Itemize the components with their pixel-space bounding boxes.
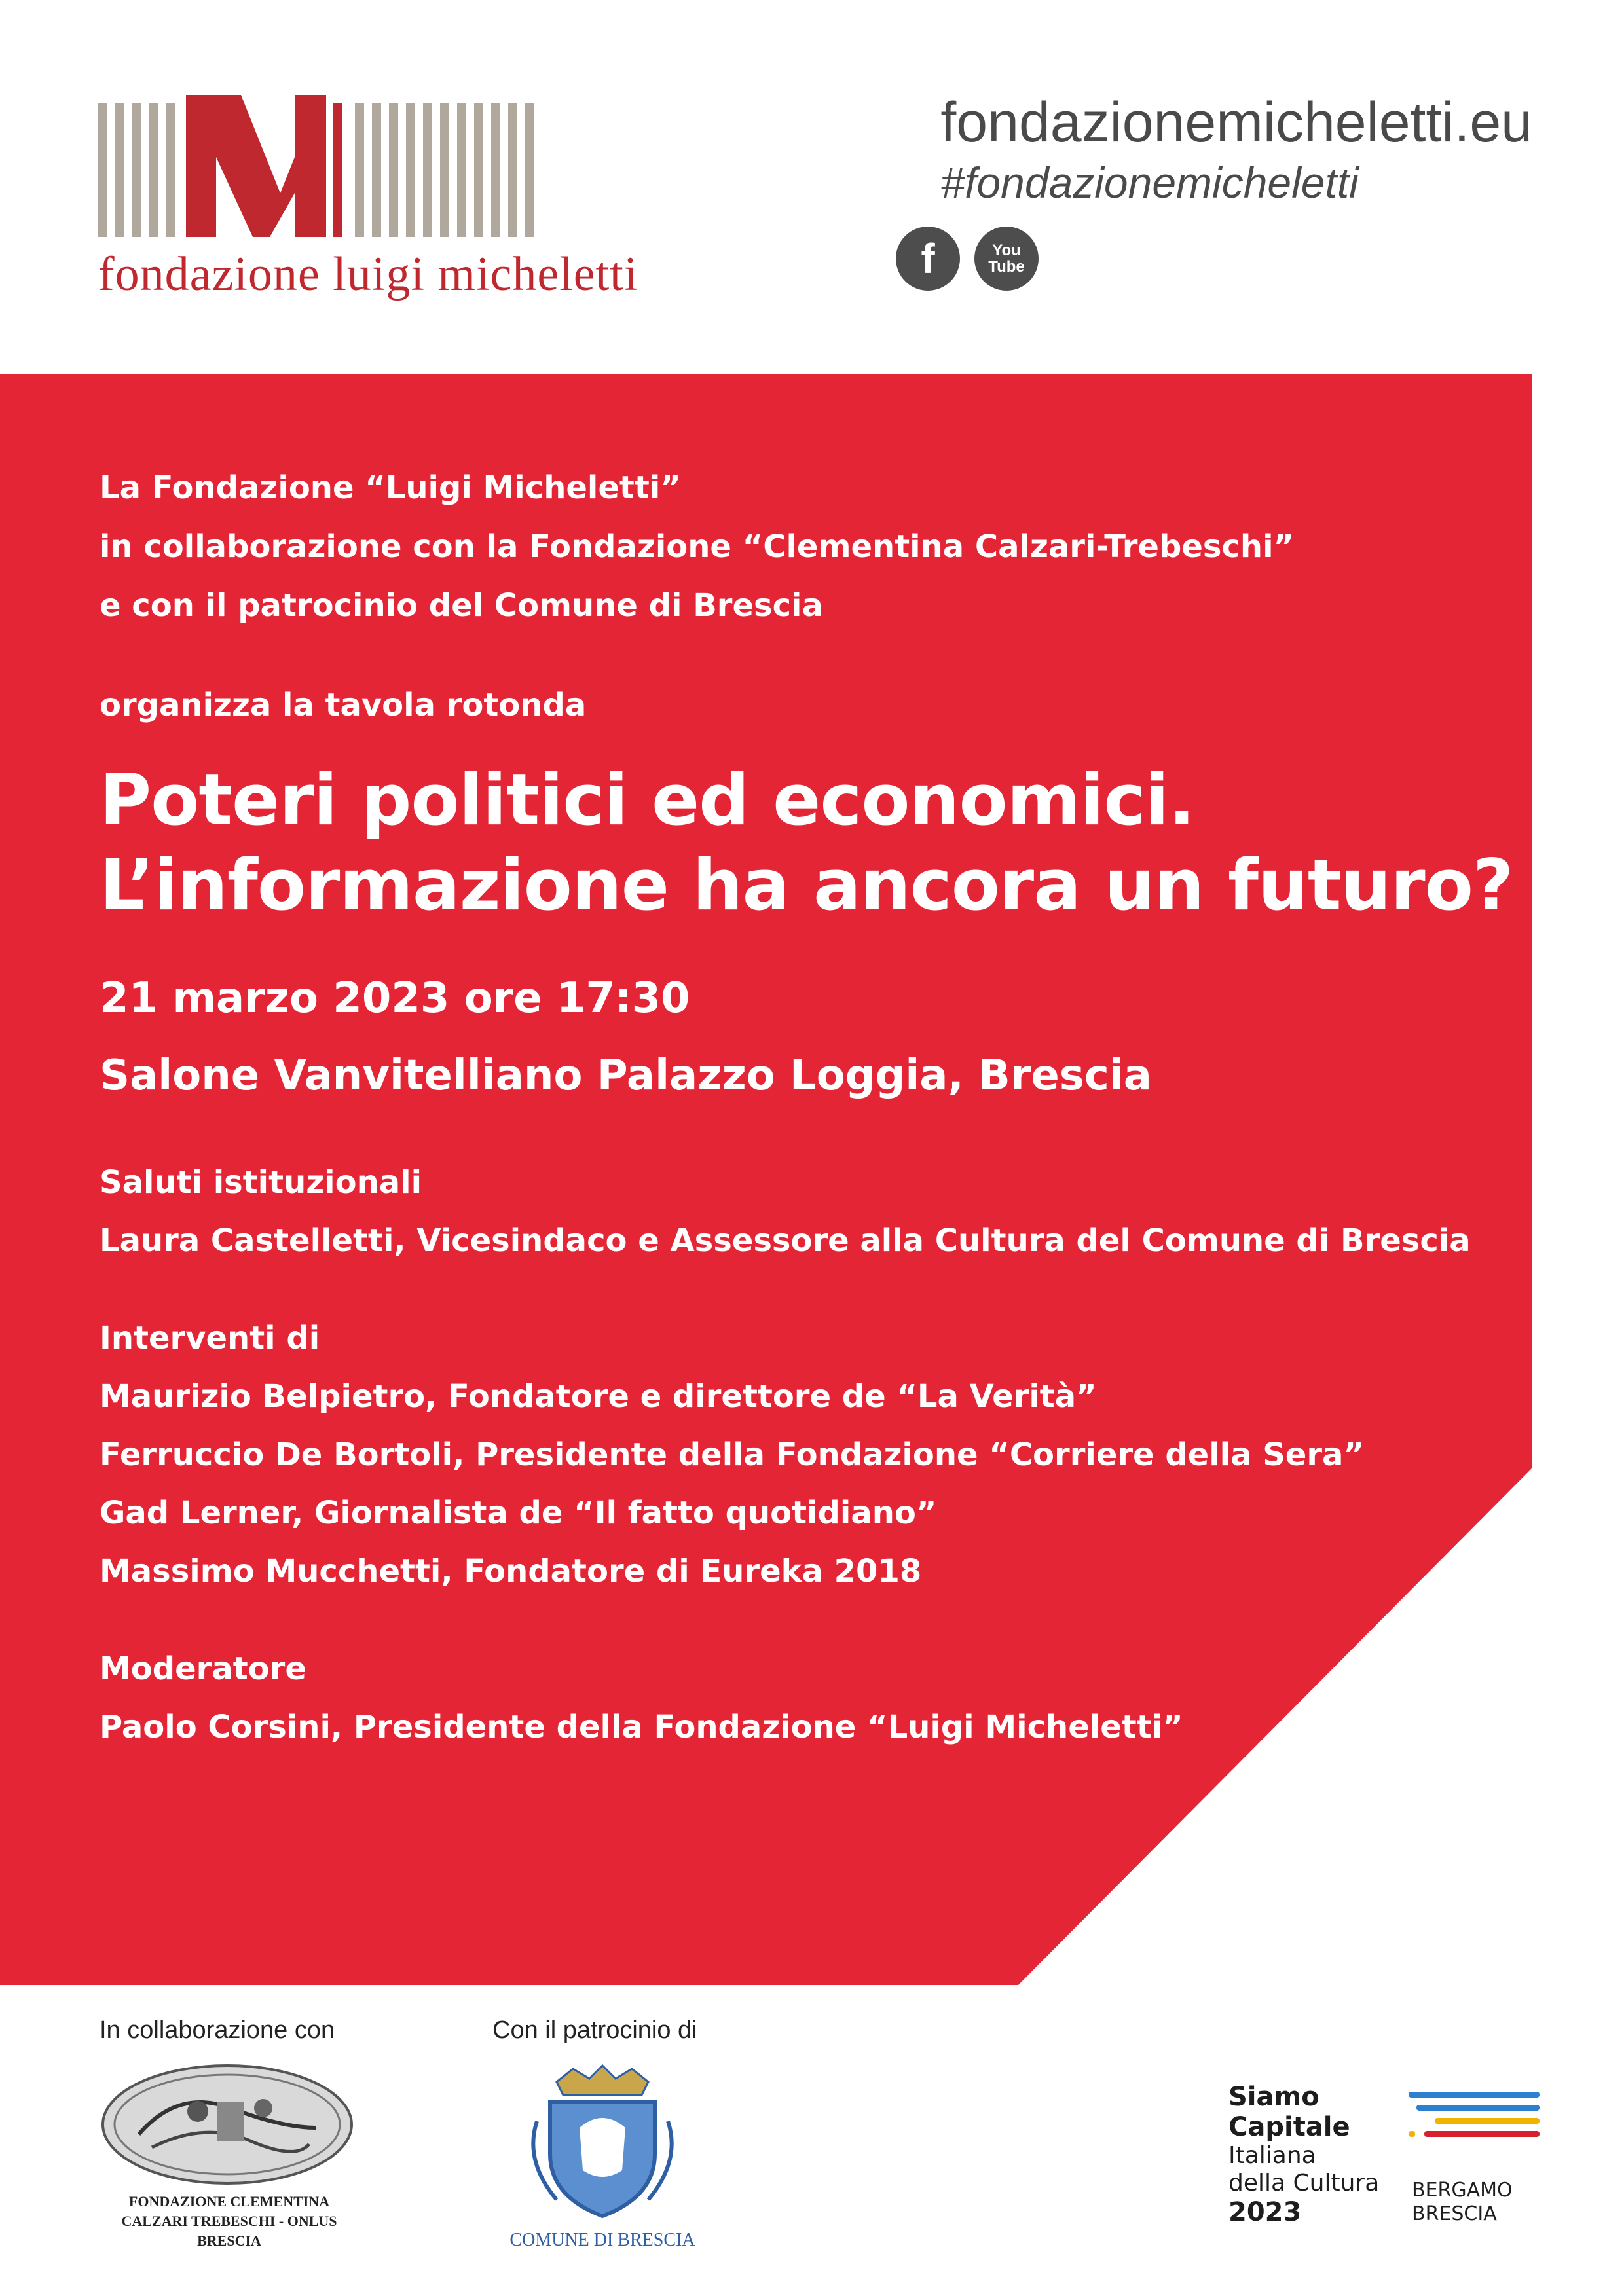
social-links [896,227,1039,291]
comune-crest-image [517,2056,688,2226]
person-line: Paolo Corsini, Presidente della Fondazione “Luigi Micheletti” [100,1709,1183,1745]
title-line: Poteri politici ed economici. [100,759,1195,841]
hashtag: #fondazionemicheletti [940,158,1359,207]
event-content [100,374,1513,1757]
saluti-section [100,1154,1507,1270]
intro [100,458,1507,635]
section-heading: Moderatore [100,1650,306,1687]
seal-caption: FONDAZIONE CLEMENTINA CALZARI TREBESCHI - ONLUS BRESCIA [121,2193,337,2249]
site-url[interactable]: fondazionemicheletti.eu [940,91,1532,154]
facebook-icon[interactable]: f [896,227,960,291]
event-when [100,960,1507,1114]
logo-mark-icon [98,95,622,246]
organizza-text: organizza la tavola rotonda [100,687,587,723]
intro-line: in collaborazione con la Fondazione “Clementina Calzari-Trebeschi” [100,528,1295,565]
person-line: Maurizio Belpietro, Fondatore e direttore de “La Verità” [100,1378,1097,1415]
capitale-cities: BERGAMO BRESCIA [1412,2179,1513,2225]
title-line: L’informazione ha ancora un futuro? [100,845,1513,926]
person-line: Gad Lerner, Giornalista de “Il fatto quotidiano” [100,1495,937,1531]
interventi-section [100,1309,1507,1601]
patrocinio-label: Con il patrocinio di [492,2016,697,2044]
intro-line: La Fondazione “Luigi Micheletti” [100,469,681,506]
collab-label: In collaborazione con [100,2016,335,2044]
youtube-icon[interactable]: You Tube [974,227,1039,291]
person-line: Massimo Mucchetti, Fondatore di Eureka 2018 [100,1553,922,1590]
event-title [100,758,1513,928]
moderatore-section [100,1640,1507,1757]
section-heading: Interventi di [100,1320,320,1357]
person-line: Laura Castelletti, Vicesindaco e Assessore alla Cultura del Comune di Brescia [100,1222,1471,1259]
person-line: Ferruccio De Bortoli, Presidente della Fondazione “Corriere della Sera” [100,1436,1364,1473]
crest-caption: COMUNE DI BRESCIA [509,2230,695,2250]
event-place: Salone Vanvitelliano Palazzo Loggia, Brescia [100,1051,1152,1100]
capitale-cultura-logo: Siamo Capitale Italiana della Cultura 2023 BERGAMO BRESCIA [1228,2082,1536,2239]
section-heading: Saluti istituzionali [100,1164,422,1201]
foundation-logo [98,95,638,304]
logo-text: fondazione luigi micheletti [98,247,638,301]
event-date: 21 marzo 2023 ore 17:30 [100,974,690,1023]
site-info [940,90,1532,208]
calzari-seal-image [100,2062,355,2187]
intro-line: e con il patrocinio del Comune di Brescia [100,587,823,624]
